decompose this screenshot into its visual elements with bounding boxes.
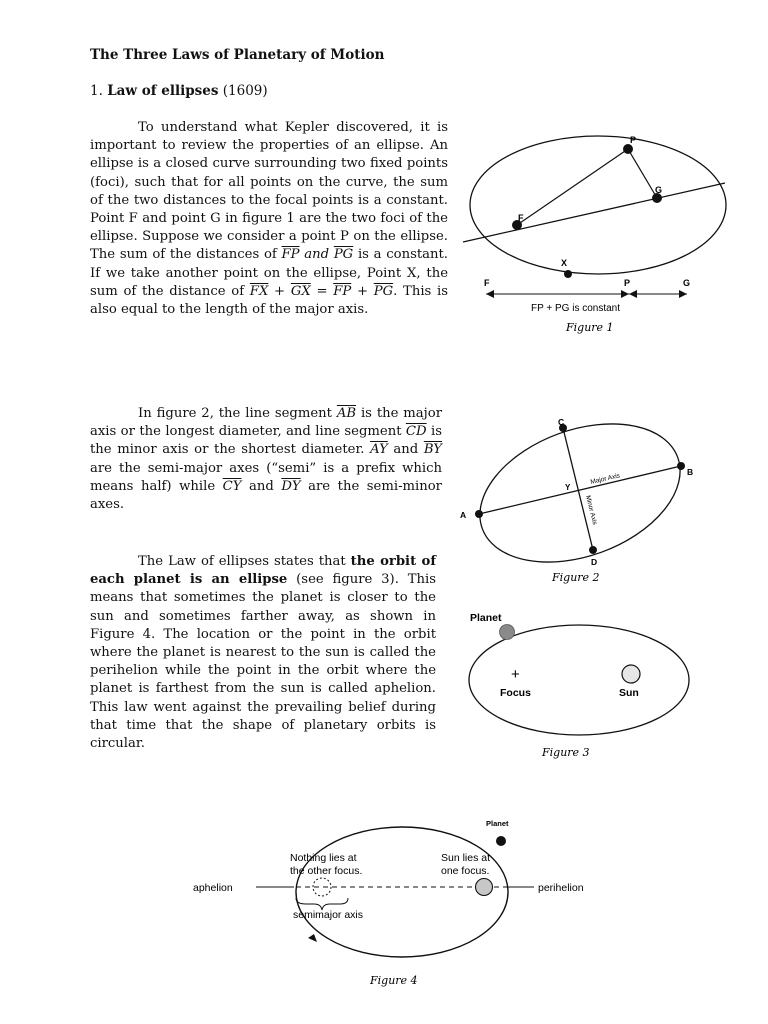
segment-by: $\overline{BY}$ [423, 442, 442, 458]
point-b [677, 462, 685, 470]
label-nothing-line-2: the other focus. [290, 865, 363, 877]
figure-4 [190, 810, 640, 995]
label-sun-line-2: one focus. [441, 865, 490, 877]
para2-text-5: are the semi-minor axes. [90, 478, 442, 513]
para1-and: and [299, 247, 334, 263]
label-f: F [518, 213, 524, 223]
para3-text-1: The Law of ellipses states that [138, 554, 351, 569]
label-g: G [655, 185, 663, 195]
para1-text-2: is a constant. If we take another point on the ellipse, Point X, the sum of the distance of [90, 247, 449, 299]
label-p: P [630, 135, 637, 145]
section-heading [90, 83, 268, 99]
para2-text-2: is the major axis or the longest diameter, and line segment [90, 406, 442, 440]
axis-label-f: F [484, 278, 490, 288]
orbit-ellipse-4 [296, 827, 508, 957]
label-c: C [558, 417, 565, 427]
orbit-direction-arrow [308, 934, 317, 942]
figure-2 [455, 410, 705, 590]
label-sun: Sun [619, 687, 639, 699]
sun-dot-4 [476, 879, 493, 896]
orbit-ellipse [469, 625, 689, 735]
segment-fp-2: $\overline{FP}$ [333, 283, 352, 299]
segment-dy: $\overline{DY}$ [281, 478, 301, 494]
para2-text-4: are the semi-major axes (“semi” is a prefix which means half) while [90, 460, 442, 494]
document-title: The Three Laws of Planetary of Motion [90, 47, 385, 63]
segment-cd: $\overline{CD}$ [405, 424, 427, 440]
label-semimajor-axis: semimajor axis [293, 909, 364, 921]
para3-text-2: (see figure 3). This means that sometimes the planet is closer to the sun and sometimes farther away, as shown in Figure 4. The location or the point in the orbit where the planet is nearest to the sun is called the perihelion while the point in the orbit where the planet is farthest from the sun is called aphelion. This law went against the prevailing belief during that time that the shape of planetary orbits is circular. [90, 572, 436, 752]
plus-sign-2: + [351, 283, 374, 299]
label-planet-4: Planet [486, 819, 509, 828]
plus-sign: + [268, 283, 291, 299]
label-nothing-line-1: Nothing lies at [290, 852, 357, 864]
para1-text-1: To understand what Kepler discovered, it is important to review the properties of an ellipse. An ellipse is a closed curve surrounding two fixed points (foci), such that for all points on the curve, the sum of the two distances to the focal points is a constant. Point F and point G in figure 1 are the two foci of the ellipse. Suppose we consider a point P on the ellipse. The sum of the distances of [90, 120, 448, 263]
segment-ab: $\overline{AB}$ [336, 406, 357, 421]
section-name: Law of ellipses [107, 83, 219, 99]
label-a: A [460, 510, 467, 520]
ellipse-2 [461, 398, 700, 588]
para1-text-3: . This is also equal to the length of the major axis. [90, 283, 449, 318]
label-y: Y [565, 483, 571, 492]
section-year: (1609) [222, 83, 268, 99]
point-p [623, 144, 633, 154]
section-number: 1. [90, 83, 103, 99]
segment-cy: $\overline{CY}$ [222, 478, 242, 494]
label-x: X [561, 258, 568, 268]
para2-and-1: and [387, 442, 424, 458]
paragraph-axes [90, 405, 442, 514]
axis-label-g: G [683, 278, 691, 288]
major-axis-line [479, 466, 681, 514]
segment-pg-2: $\overline{PG}$ [373, 283, 394, 299]
figure-3 [462, 608, 692, 768]
figure-1-caption: Figure 1 [566, 321, 614, 334]
point-d [589, 546, 597, 554]
label-planet: Planet [470, 612, 502, 624]
figure-3-caption: Figure 3 [542, 746, 590, 759]
paragraph-law-of-ellipses [90, 553, 436, 753]
point-a [475, 510, 483, 518]
figure-4-caption: Figure 4 [370, 974, 418, 987]
constant-note: FP + PG is constant [531, 303, 621, 314]
equals-sign: = [310, 283, 334, 299]
paragraph-ellipse-definition [90, 119, 448, 319]
label-d: D [591, 557, 598, 567]
planet-dot-4 [496, 836, 506, 846]
para2-text-1: In figure 2, the line segment [138, 406, 337, 421]
label-sun-line-1: Sun lies at [441, 852, 491, 864]
segment-fx: $\overline{FX}$ [249, 283, 269, 299]
point-x [564, 270, 572, 278]
segment-pg: $\overline{PG}$ [333, 247, 354, 263]
label-aphelion: aphelion [193, 882, 233, 894]
segment-gx: $\overline{GX}$ [290, 283, 311, 299]
focus-plus-mark: + [511, 666, 520, 683]
para3-bold: the orbit of each planet is an ellipse [90, 554, 437, 588]
segment-fp: $\overline{FP}$ [281, 247, 300, 263]
planet-dot [500, 625, 515, 640]
axis-label-p: P [624, 278, 631, 288]
label-b: B [687, 467, 694, 477]
label-minor-axis: Minor Axis [584, 494, 599, 526]
label-major-axis: Major Axis [589, 472, 621, 486]
segment-ay: $\overline{AY}$ [370, 442, 388, 458]
label-perihelion: perihelion [538, 882, 584, 894]
ellipse-1 [470, 136, 726, 274]
figure-2-caption: Figure 2 [552, 571, 600, 584]
para2-and-2: and [241, 478, 282, 494]
figure-1 [455, 128, 735, 348]
para2-text-3: is the minor axis or the shortest diameter. [90, 424, 442, 458]
label-focus: Focus [500, 687, 531, 699]
sun-dot [622, 665, 640, 683]
segment-pg-line [628, 149, 657, 198]
segment-fp-line [517, 149, 628, 225]
focal-axis-line [463, 183, 725, 242]
